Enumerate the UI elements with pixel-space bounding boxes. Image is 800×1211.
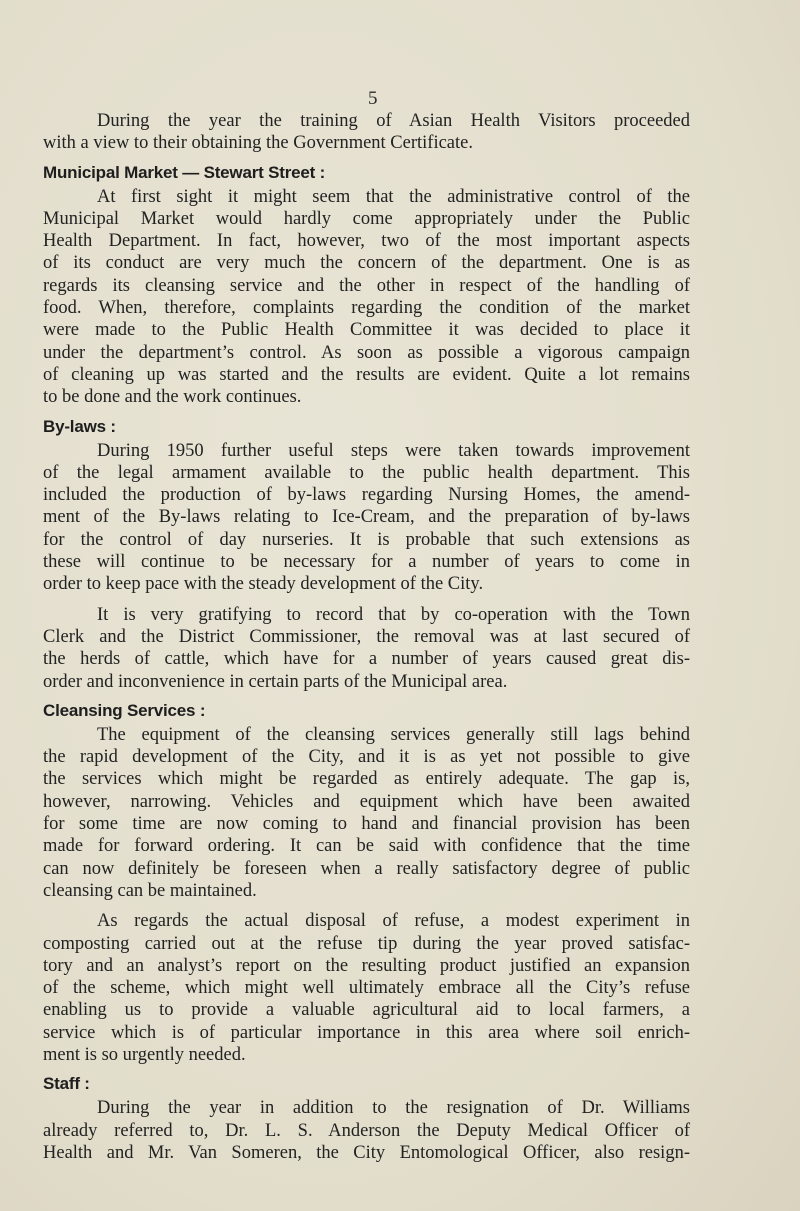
text-line: for some time are now coming to hand and financial provision has been — [43, 814, 690, 835]
text-line: the services which might be regarded as entirely adequate. The gap is, — [43, 769, 690, 790]
text-line: can now definitely be foreseen when a really satisfactory degree of public — [43, 858, 690, 879]
section-heading: Staff : — [43, 1074, 90, 1094]
text-line: of cleaning up was started and the results are evident. Quite a lot remains — [43, 364, 690, 385]
paragraph — [43, 440, 690, 596]
text-line: order to keep pace with the steady development of the City. — [43, 574, 484, 595]
text-line: already referred to, Dr. L. S. Anderson the Deputy Medical Officer of — [43, 1120, 690, 1141]
text-line: composting carried out at the refuse tip during the year proved satisfac- — [43, 933, 690, 954]
section-heading: Cleansing Services : — [43, 700, 206, 720]
paragraph — [43, 724, 690, 902]
section-heading: By-laws : — [43, 416, 116, 436]
text-line: of the scheme, which might well ultimately embrace all the City’s refuse — [43, 978, 690, 999]
text-line: made for forward ordering. It can be said with confidence that the time — [43, 836, 690, 857]
text-line: under the department’s control. As soon as possible a vigorous campaign — [43, 342, 690, 363]
text-line: ment of the By-laws relating to Ice-Cream, and the preparation of by-laws — [43, 507, 690, 528]
text-line: service which is of particular importance in this area where soil enrich- — [43, 1022, 690, 1043]
text-line: During 1950 further useful steps were taken towards improvement — [97, 440, 690, 461]
text-line: of the legal armament available to the public health department. This — [43, 462, 690, 483]
paragraph — [43, 604, 690, 693]
text-line: The equipment of the cleansing services generally still lags behind — [97, 724, 690, 745]
text-line: cleansing can be maintained. — [43, 880, 257, 901]
text-line: During the year the training of Asian Health Visitors proceeded — [97, 111, 690, 131]
text-line: As regards the actual disposal of refuse, a modest experiment in — [97, 911, 690, 932]
text-line: were made to the Public Health Committee it was decided to place it — [43, 320, 690, 341]
text-line: with a view to their obtaining the Government Certificate. — [43, 133, 473, 154]
text-line: to be done and the work continues. — [43, 387, 302, 408]
section-heading: Municipal Market — Stewart Street : — [43, 162, 326, 182]
text-line: Health and Mr. Van Someren, the City Entomological Officer, also resign- — [43, 1142, 690, 1163]
text-line: Clerk and the District Commissioner, the removal was at last secured of — [43, 626, 690, 647]
text-line: order and inconvenience in certain parts of the Municipal area. — [43, 671, 508, 692]
text-line: these will continue to be necessary for a number of years to come in — [43, 552, 690, 573]
text-line: Municipal Market would hardly come appropriately under the Public — [43, 208, 690, 229]
text-line: however, narrowing. Vehicles and equipment which have been awaited — [43, 791, 690, 812]
page-number: 5 — [368, 88, 378, 109]
paragraph — [43, 1097, 690, 1164]
paragraph — [43, 110, 690, 155]
paragraph — [43, 186, 690, 409]
text-line: of its conduct are very much the concern of the department. One is as — [43, 253, 690, 274]
text-line: for the control of day nurseries. It is probable that such extensions as — [43, 529, 690, 550]
text-line: included the production of by-laws regarding Nursing Homes, the amend- — [43, 485, 690, 506]
text-line: food. When, therefore, complaints regarding the condition of the market — [43, 298, 690, 319]
text-line: the herds of cattle, which have for a number of years caused great dis- — [43, 649, 690, 670]
text-line: enabling us to provide a valuable agricultural aid to local farmers, a — [43, 1000, 690, 1021]
text-line: tory and an analyst’s report on the resulting product justified an expansion — [43, 955, 690, 976]
text-line: At first sight it might seem that the administrative control of the — [97, 186, 690, 207]
text-line: the rapid development of the City, and it is as yet not possible to give — [43, 747, 690, 768]
document-body — [43, 110, 690, 1164]
text-line: Health Department. In fact, however, two of the most important aspects — [43, 231, 690, 252]
text-line: During the year in addition to the resignation of Dr. Williams — [97, 1098, 690, 1119]
text-line: ment is so urgently needed. — [43, 1044, 246, 1065]
paragraph — [43, 910, 690, 1066]
text-line: regards its cleansing service and the other in respect of the handling of — [43, 275, 690, 296]
text-line: It is very gratifying to record that by co-operation with the Town — [97, 604, 690, 625]
